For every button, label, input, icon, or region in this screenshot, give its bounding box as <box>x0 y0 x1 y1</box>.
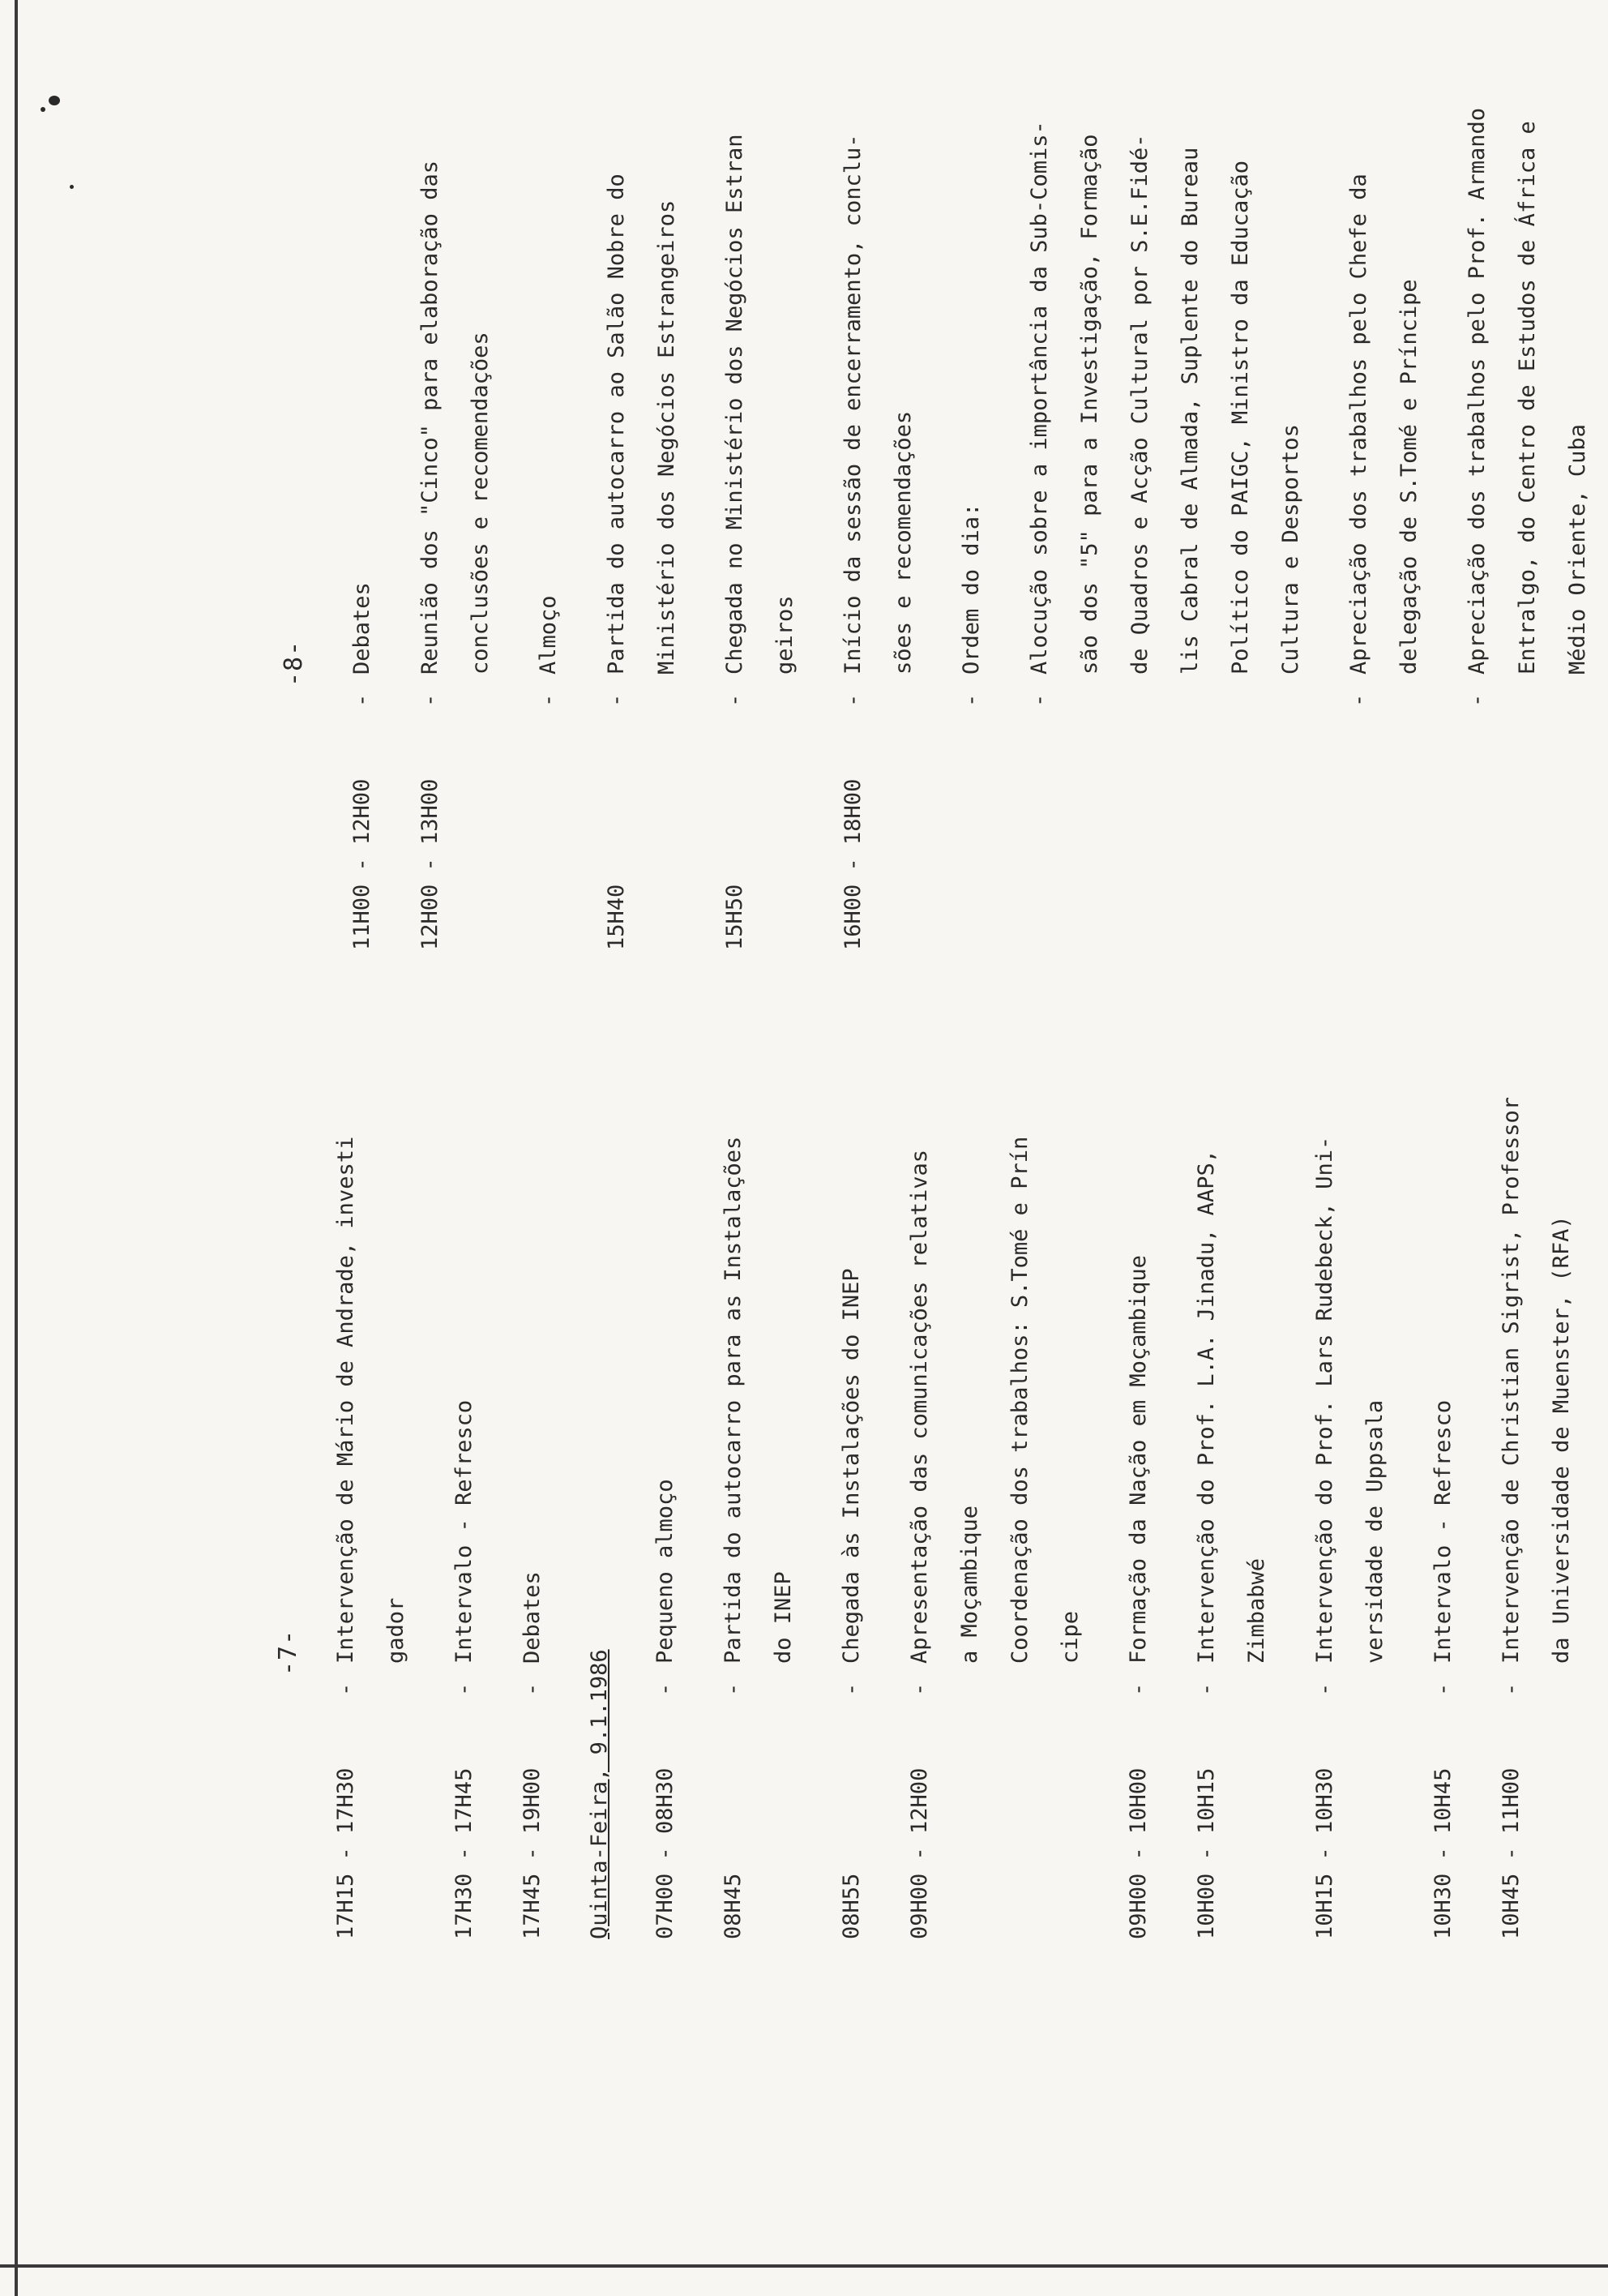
entry-text: Zimbabwé <box>1244 1557 1269 1664</box>
entry-text: Entralgo, do Centro de Estudos de África e <box>1515 121 1540 675</box>
dash-bullet: - <box>1346 693 1371 707</box>
time-range: 09H00 - 12H00 <box>907 1767 932 1939</box>
dash-bullet: - <box>1194 1682 1219 1696</box>
time-range: 15H40 <box>604 884 629 950</box>
entry-text: Coordenação dos trabalhos: S.Tomé e Prín <box>1007 1136 1033 1664</box>
entry-text: Intervenção de Christian Sigrist, Professor <box>1499 1097 1524 1664</box>
time-range: 10H00 - 10H15 <box>1194 1767 1219 1939</box>
time-range: 10H45 - 11H00 <box>1499 1767 1524 1939</box>
page-number: -7- <box>274 1629 302 1676</box>
entry-text: Ordem do dia: <box>959 503 984 675</box>
entry-text: do INEP <box>771 1571 796 1664</box>
time-range: 09H00 - 10H00 <box>1126 1767 1151 1939</box>
entry-text: Intervenção do Prof. L.A. Jinadu, AAPS, <box>1194 1150 1219 1664</box>
dash-bullet: - <box>1431 1682 1456 1696</box>
dash-bullet: - <box>652 1682 678 1696</box>
dash-bullet: - <box>520 1682 545 1696</box>
dash-bullet: - <box>1027 693 1052 707</box>
entry-text: gador <box>383 1597 408 1664</box>
entry-text: Médio Oriente, Cuba <box>1565 424 1590 675</box>
time-range: 08H55 <box>839 1873 864 1939</box>
dash-bullet: - <box>333 1682 358 1696</box>
entry-text: Reunião dos "Cinco" para elaboração das <box>417 161 443 675</box>
dash-bullet: - <box>417 693 443 707</box>
dash-bullet: - <box>722 693 747 707</box>
entry-text: Cultura e Desportos <box>1278 424 1303 675</box>
entry-text: Político do PAIGC, Ministro da Educação <box>1228 161 1253 675</box>
entry-text: da Universidade de Muenster, (RFA) <box>1549 1215 1574 1664</box>
entry-text: Intervenção do Prof. Lars Rudebeck, Uni- <box>1312 1136 1337 1664</box>
time-range: 07H00 - 08H30 <box>652 1767 678 1939</box>
dash-bullet: - <box>1312 1682 1337 1696</box>
entry-text: versidade de Uppsala <box>1362 1399 1388 1664</box>
entry-text: a Moçambique <box>957 1505 982 1664</box>
page-number: -8- <box>280 640 308 687</box>
time-range: 08H45 <box>721 1873 746 1939</box>
dash-bullet: - <box>604 693 629 707</box>
time-range: 10H30 - 10H45 <box>1431 1767 1456 1939</box>
entry-text: Partida do autocarro para as Instalações <box>721 1136 746 1664</box>
entry-text: Intervalo - Refresco <box>451 1399 477 1664</box>
time-range: 11H00 - 12H00 <box>349 778 374 950</box>
time-range: 10H15 - 10H30 <box>1312 1767 1337 1939</box>
entry-text: Chegada no Ministério dos Negócios Estran <box>722 134 747 675</box>
dash-bullet: - <box>1499 1682 1524 1696</box>
entry-text: delegação de S.Tomé e Príncipe <box>1396 279 1422 675</box>
entry-text: Chegada às Instalações do INEP <box>839 1268 864 1664</box>
time-range: 17H30 - 17H45 <box>451 1767 477 1939</box>
entry-text: geiros <box>772 595 798 675</box>
dash-bullet: - <box>1126 1682 1151 1696</box>
entry-text: sões e recomendações <box>891 410 916 675</box>
dash-bullet: - <box>840 693 866 707</box>
entry-text: são dos "5" para a Investigação, Formação <box>1077 134 1102 675</box>
dash-bullet: - <box>451 1682 477 1696</box>
entry-text: Alocução sobre a importância da Sub-Comis- <box>1027 121 1052 675</box>
entry-text: lis Cabral de Almada, Suplente do Bureau <box>1178 147 1203 675</box>
entry-text: Apreciação dos trabalhos pelo Prof. Armando <box>1465 108 1490 675</box>
entry-text: Intervenção de Mário de Andrade, investi <box>333 1136 358 1664</box>
dash-bullet: - <box>1465 693 1490 707</box>
entry-text: Pequeno almoço <box>652 1479 678 1664</box>
entry-text: Apresentação das comunicações relativas <box>907 1150 932 1664</box>
entry-text: Apreciação dos trabalhos pelo Chefe da <box>1346 173 1371 675</box>
dash-bullet: - <box>839 1682 864 1696</box>
dash-bullet: - <box>349 693 374 707</box>
dash-bullet: - <box>536 693 561 707</box>
entry-text: Debates <box>520 1571 545 1664</box>
time-range: 17H45 - 19H00 <box>520 1767 545 1939</box>
entry-text: de Quadros e Acção Cultural por S.E.Fidé- <box>1127 134 1153 675</box>
entry-text: Início da sessão de encerramento, conclu- <box>840 134 866 675</box>
time-range: 17H15 - 17H30 <box>333 1767 358 1939</box>
entry-text: Formação da Nação em Moçambique <box>1126 1255 1151 1664</box>
entry-text: Debates <box>349 582 374 675</box>
entry-text: cipe <box>1058 1610 1083 1664</box>
time-range: 16H00 - 18H00 <box>840 778 866 950</box>
entry-text: Partida do autocarro ao Salão Nobre do <box>604 173 629 675</box>
dash-bullet: - <box>907 1682 932 1696</box>
time-range: 15H50 <box>722 884 747 950</box>
dash-bullet: - <box>959 693 984 707</box>
entry-text: Intervalo - Refresco <box>1431 1399 1456 1664</box>
entry-text: Almoço <box>536 595 561 675</box>
day-heading: Quinta-Feira, 9.1.1986 <box>587 1649 612 1939</box>
time-range: 12H00 - 13H00 <box>417 778 443 950</box>
entry-text: Ministério dos Negócios Estrangeiros <box>654 199 679 675</box>
entry-text: conclusões e recomendações <box>468 332 493 675</box>
dash-bullet: - <box>721 1682 746 1696</box>
